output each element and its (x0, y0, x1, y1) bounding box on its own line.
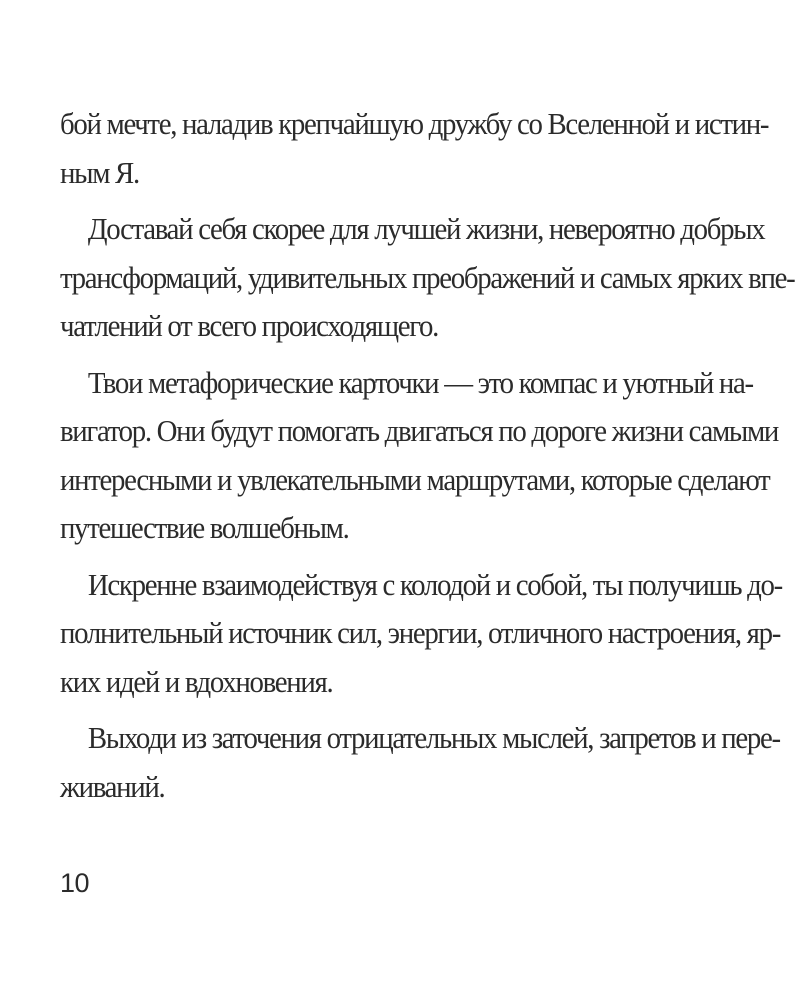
text-line: интересными и увлекательными маршрутами, которые сделают (60, 461, 770, 497)
text-line: Доставай себя скорее для лучшей жизни, невероятно добрых (87, 211, 765, 246)
text-line: вигатор. Они будут помогать двигаться по дороге жизни самыми (60, 413, 779, 448)
text-line: бой мечте, наладив крепчайшую дружбу со Вселенной и истин- (60, 106, 769, 141)
paragraph-gap (60, 553, 665, 561)
text-line: чатлений от всего происходящего. (60, 308, 439, 343)
page-text (60, 100, 795, 811)
text-line: путешествие волшебным. (60, 510, 349, 545)
page-number: 10 (60, 868, 90, 898)
text-line: Искренне взаимодействуя с колодой и собой, ты получишь до- (87, 566, 782, 602)
text-line: ным Я. (60, 154, 139, 190)
text-line: живаний. (60, 768, 165, 804)
paragraph-gap (60, 706, 665, 714)
text-line: полнительный источник сил, энергии, отличного настроения, яр- (60, 615, 781, 650)
paragraph-gap (60, 197, 665, 205)
text-line: ких идей и вдохновения. (60, 663, 333, 699)
text-line: трансформаций, удивительных преображений и самых ярких впе- (60, 259, 795, 295)
paragraph-gap (60, 351, 665, 359)
text-line: Выходи из заточения отрицательных мыслей, запретов и пере- (87, 720, 780, 755)
text-line: Твои метафорические карточки — это компас и уютный на- (87, 364, 753, 400)
